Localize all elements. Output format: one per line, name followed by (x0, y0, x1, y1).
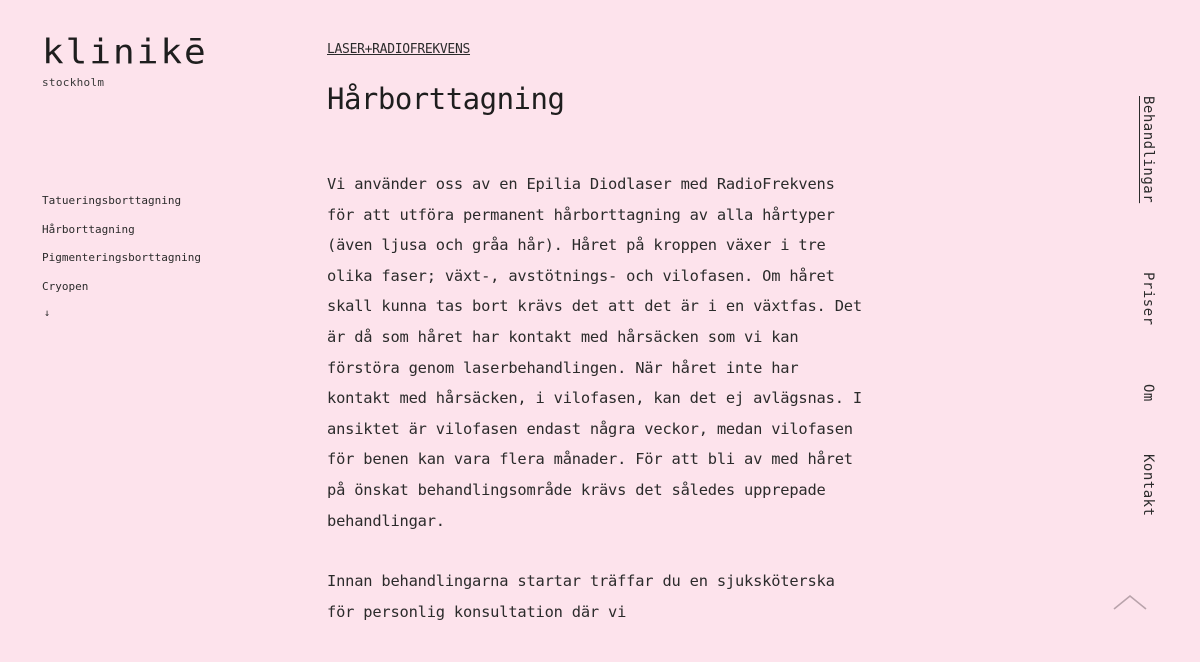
article-paragraph: Vi använder oss av en Epilia Diodlaser med RadioFrekvens för att utföra permanent hårborttagning av alla hårtyper (även ljusa och gråa hår). Håret på kroppen växer i tre olika faser; växt-, avstötnings- och vilofasen. Om håret skall kunna tas bort krävs det att det är i en växtfas. Det är då som håret har kontakt med hårsäcken som vi kan förstöra genom laserbehandlingen. När håret inte har kontakt med hårsäcken, i vilofasen, kan det ej avlägsnas. I ansiktet är vilofasen endast några veckor, medan vilofasen för benen kan vara flera månader. För att bli av med håret på önskat behandlingsområde krävs det således upprepade behandlingar. (327, 175, 862, 530)
subnav-item (42, 194, 201, 223)
category-link[interactable]: LASER+RADIOFREKVENS (327, 42, 471, 57)
nav-link-priser[interactable]: Priser (1140, 272, 1156, 326)
article-paragraph: Innan behandlingarna startar träffar du en sjuksköterska för personlig konsultation där vi (327, 572, 835, 621)
article (327, 38, 867, 627)
nav-link-om[interactable]: Om (1140, 384, 1156, 402)
subnav-link-tatueringsborttagning[interactable]: Tatueringsborttagning (42, 194, 182, 207)
subnav-more-item (42, 308, 201, 337)
nav-link-kontakt[interactable]: Kontakt (1140, 454, 1156, 517)
logo-wordmark: klinikē (42, 33, 208, 72)
subnav-item (42, 251, 201, 280)
nav-link-behandlingar[interactable]: Behandlingar (1140, 96, 1156, 204)
subnav-item (42, 280, 201, 309)
back-to-top-button[interactable] (1112, 592, 1148, 612)
subnav-link-pigmenteringsborttagning[interactable]: Pigmenteringsborttagning (42, 251, 201, 264)
page-title: Hårborttagning (327, 82, 565, 116)
treatment-subnav (42, 194, 201, 337)
chevron-up-icon (1112, 592, 1148, 612)
subnav-item (42, 223, 201, 252)
arrow-down-icon[interactable]: ↓ (44, 308, 51, 319)
logo-subtitle: stockholm (42, 76, 105, 89)
subnav-link-harborttagning[interactable]: Hårborttagning (42, 222, 135, 236)
logo-link[interactable] (42, 34, 208, 89)
subnav-link-cryopen[interactable]: Cryopen (42, 279, 89, 293)
